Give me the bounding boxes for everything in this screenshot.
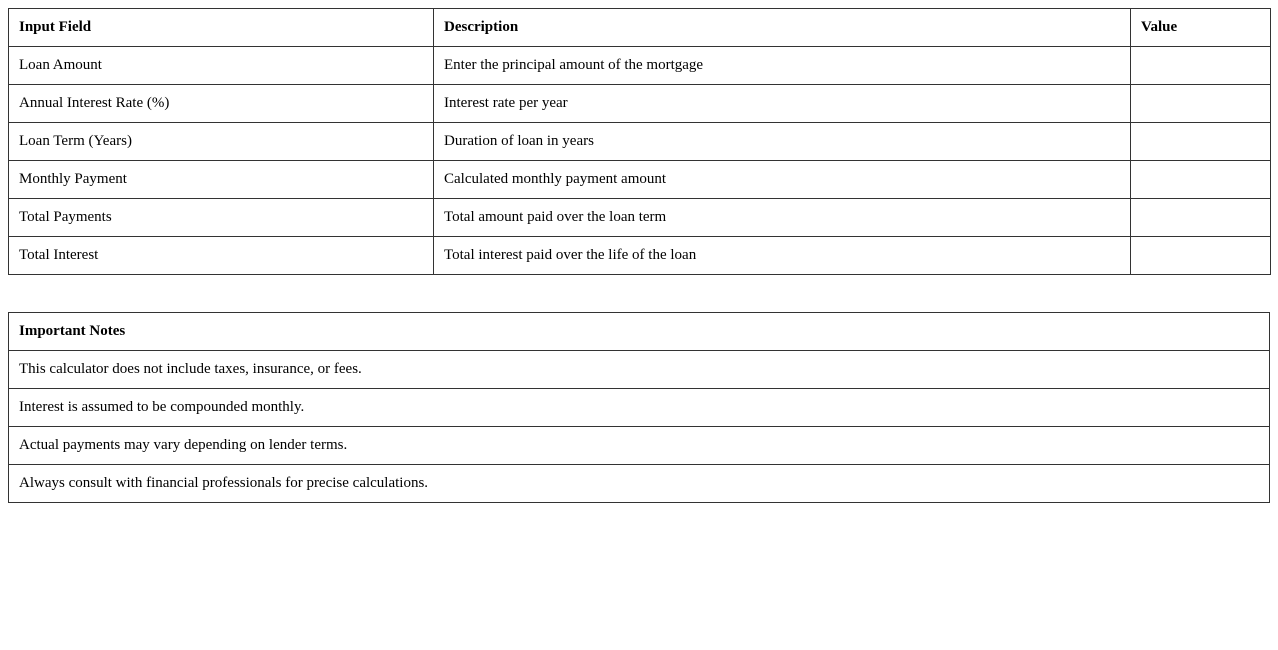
loan-amount-value-cell[interactable]	[1131, 47, 1271, 85]
field-label: Loan Amount	[9, 47, 434, 85]
table-row-monthly-payment	[9, 161, 1271, 199]
notes-heading: Important Notes	[9, 313, 1270, 351]
loan-term-value-cell[interactable]	[1131, 123, 1271, 161]
note-text: Always consult with financial professionals for precise calculations.	[9, 465, 1270, 503]
field-label: Annual Interest Rate (%)	[9, 85, 434, 123]
interest-rate-value-cell[interactable]	[1131, 85, 1271, 123]
field-label: Loan Term (Years)	[9, 123, 434, 161]
total-payments-value-cell	[1131, 199, 1271, 237]
note-row	[9, 465, 1270, 503]
field-label: Total Payments	[9, 199, 434, 237]
note-row	[9, 389, 1270, 427]
table-row-interest-rate	[9, 85, 1271, 123]
table-row-loan-term	[9, 123, 1271, 161]
value-header: Value	[1131, 9, 1271, 47]
input-field-header: Input Field	[9, 9, 434, 47]
field-description: Calculated monthly payment amount	[434, 161, 1131, 199]
table-row-loan-amount	[9, 47, 1271, 85]
field-label: Total Interest	[9, 237, 434, 275]
important-notes-table	[8, 312, 1270, 503]
field-description: Total amount paid over the loan term	[434, 199, 1131, 237]
note-text: This calculator does not include taxes, insurance, or fees.	[9, 351, 1270, 389]
note-row	[9, 351, 1270, 389]
notes-header-row	[9, 313, 1270, 351]
field-label: Monthly Payment	[9, 161, 434, 199]
table-row-total-payments	[9, 199, 1271, 237]
note-row	[9, 427, 1270, 465]
note-text: Actual payments may vary depending on lender terms.	[9, 427, 1270, 465]
description-header: Description	[434, 9, 1131, 47]
field-description: Duration of loan in years	[434, 123, 1131, 161]
total-interest-value-cell	[1131, 237, 1271, 275]
mortgage-calculator-table	[8, 8, 1271, 275]
table-header-row	[9, 9, 1271, 47]
monthly-payment-value-cell	[1131, 161, 1271, 199]
note-text: Interest is assumed to be compounded monthly.	[9, 389, 1270, 427]
field-description: Total interest paid over the life of the loan	[434, 237, 1131, 275]
table-row-total-interest	[9, 237, 1271, 275]
field-description: Interest rate per year	[434, 85, 1131, 123]
field-description: Enter the principal amount of the mortgage	[434, 47, 1131, 85]
